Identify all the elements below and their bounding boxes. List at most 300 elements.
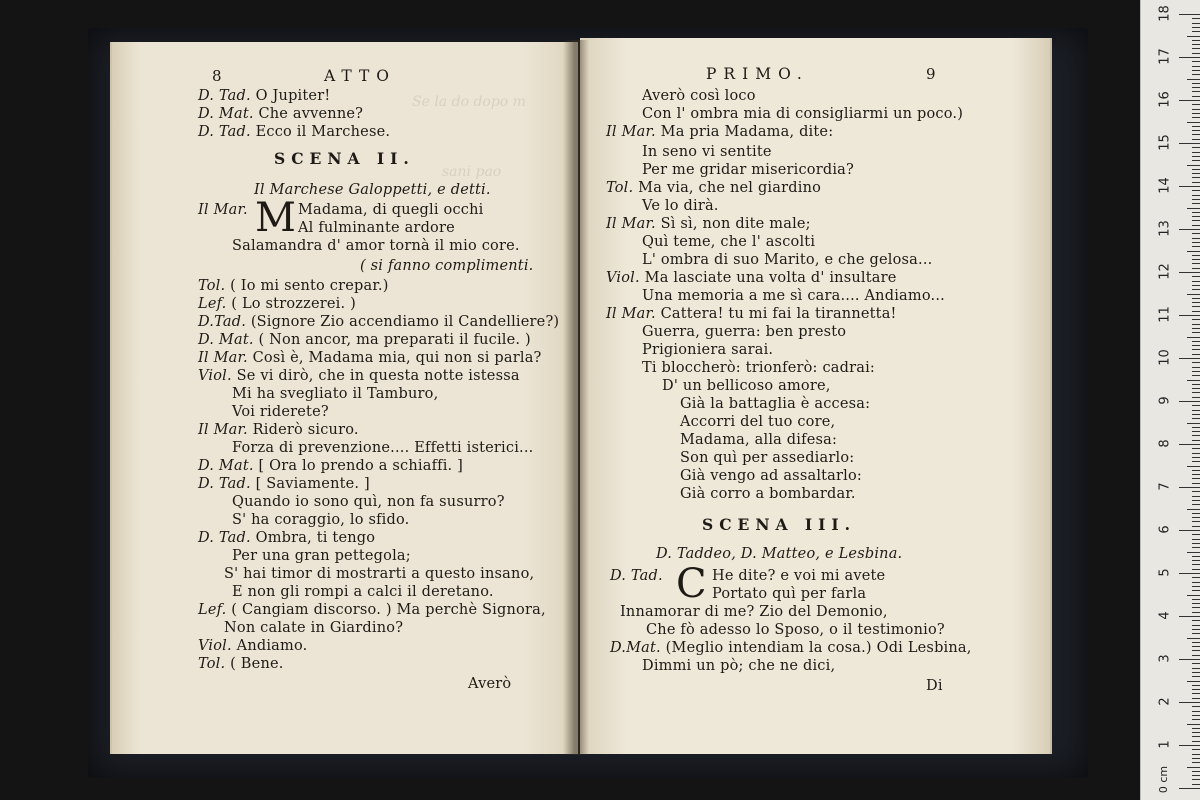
ruler-tick — [1192, 177, 1200, 178]
ruler-number: 6 — [1157, 525, 1173, 534]
text-line — [198, 278, 389, 295]
ruler-tick — [1192, 362, 1200, 363]
ruler-tick — [1187, 767, 1200, 768]
ruler-tick — [1192, 276, 1200, 277]
speaker: Il Mar. — [198, 202, 248, 218]
ruler-tick — [1192, 238, 1200, 239]
ruler-tick — [1179, 573, 1200, 574]
verse: Forza di prevenzione.... Effetti isterici... — [232, 440, 534, 456]
verse: Portato quì per farla — [712, 586, 867, 602]
ruler-tick — [1192, 431, 1200, 432]
scene-heading: SCENA II. — [274, 149, 415, 168]
ruler-tick — [1192, 728, 1200, 729]
verse: Accorri del tuo core, — [680, 414, 836, 430]
text-line — [198, 530, 375, 547]
speaker: D. Tad. — [198, 476, 251, 492]
ruler-tick — [1192, 732, 1200, 733]
ruler-tick — [1192, 87, 1200, 88]
ruler-tick — [1192, 470, 1200, 471]
ruler-tick — [1192, 706, 1200, 707]
ruler-tick — [1192, 298, 1200, 299]
text-line — [606, 216, 811, 233]
text-line — [610, 568, 663, 585]
ruler-tick — [1192, 668, 1200, 669]
ruler-tick — [1192, 483, 1200, 484]
verse: Son quì per assediarlo: — [680, 450, 855, 466]
ruler-tick — [1192, 736, 1200, 737]
verse: Andiamo. — [236, 638, 308, 654]
ruler-tick — [1192, 397, 1200, 398]
ruler-tick — [1192, 478, 1200, 479]
ruler-tick — [1192, 754, 1200, 755]
speaker: Tol. — [198, 278, 226, 294]
ruler-tick — [1192, 349, 1200, 350]
ruler-tick — [1192, 547, 1200, 548]
ruler-tick — [1192, 246, 1200, 247]
ruler-tick — [1179, 659, 1200, 660]
verse: Che fò adesso lo Sposo, o il testimonio? — [646, 622, 945, 638]
ruler-tick — [1192, 698, 1200, 699]
ruler-tick — [1192, 500, 1200, 501]
ruler-tick — [1192, 496, 1200, 497]
ruler-tick — [1192, 435, 1200, 436]
ruler-tick — [1192, 779, 1200, 780]
ruler-tick — [1192, 96, 1200, 97]
book-gutter — [563, 40, 589, 755]
ruler-tick — [1192, 199, 1200, 200]
text-line — [606, 270, 897, 287]
ruler-tick — [1187, 681, 1200, 682]
ruler-tick — [1179, 616, 1200, 617]
verse: ( Io mi sento crepar.) — [230, 278, 389, 294]
ruler-tick — [1192, 560, 1200, 561]
ruler-number: 8 — [1157, 439, 1173, 448]
ruler-tick — [1192, 173, 1200, 174]
speaker: Tol. — [606, 180, 634, 196]
ruler-tick — [1192, 741, 1200, 742]
ruler-number: 13 — [1157, 220, 1173, 237]
verse: Guerra, guerra: ben presto — [642, 324, 847, 340]
text-line — [198, 602, 546, 619]
verse: ( Lo strozzerei. ) — [231, 296, 356, 312]
ruler-tick — [1192, 70, 1200, 71]
ruler-tick — [1192, 625, 1200, 626]
text-line — [198, 106, 363, 123]
ruler-number: 16 — [1157, 91, 1173, 108]
ruler-tick — [1192, 762, 1200, 763]
ruler-tick — [1192, 263, 1200, 264]
ruler-tick — [1187, 595, 1200, 596]
speaker: D.Mat. — [610, 640, 661, 656]
ruler-tick — [1192, 513, 1200, 514]
ruler-tick — [1187, 294, 1200, 295]
ruler-tick — [1192, 556, 1200, 557]
verse: O Jupiter! — [255, 88, 331, 104]
verse: Mi ha svegliato il Tamburo, — [232, 386, 439, 402]
verse: Cattera! tu mi fai la tirannetta! — [660, 306, 897, 322]
text-line — [198, 314, 559, 331]
ruler-tick — [1187, 165, 1200, 166]
verse: Che avvenne? — [258, 106, 364, 122]
text-line — [606, 124, 833, 141]
ruler-number: 14 — [1157, 177, 1173, 194]
speaker: Lef. — [198, 602, 227, 618]
ruler-tick — [1192, 126, 1200, 127]
speaker: Tol. — [198, 656, 226, 672]
ruler-tick — [1192, 543, 1200, 544]
running-head: PRIMO. — [706, 65, 809, 83]
ruler-tick — [1192, 689, 1200, 690]
verse: Ma via, che nel giardino — [638, 180, 822, 196]
ruler-tick — [1192, 392, 1200, 393]
ruler-tick — [1179, 702, 1200, 703]
ruler-number: 11 — [1157, 306, 1173, 323]
verse: Una memoria a me sì cara.... Andiamo... — [642, 288, 945, 304]
text-line — [198, 88, 330, 105]
ruler-tick — [1192, 53, 1200, 54]
ruler-number: 10 — [1157, 349, 1173, 366]
ruler-number: 7 — [1157, 482, 1173, 491]
ruler-tick — [1192, 758, 1200, 759]
ruler-tick — [1192, 367, 1200, 368]
text-line — [198, 124, 390, 141]
ruler-tick — [1192, 715, 1200, 716]
drop-cap: C — [676, 561, 707, 607]
ruler-tick — [1192, 31, 1200, 32]
ruler-tick — [1192, 354, 1200, 355]
verse: He dite? e voi mi avete — [712, 568, 886, 584]
ruler-tick — [1187, 122, 1200, 123]
ruler-tick — [1187, 509, 1200, 510]
ruler-tick — [1187, 251, 1200, 252]
right-page — [580, 38, 1050, 754]
ruler-tick — [1192, 517, 1200, 518]
speaker: Il Mar. — [198, 350, 248, 366]
verse: Non calate in Giardino? — [224, 620, 404, 636]
ruler-tick — [1192, 642, 1200, 643]
verse: Innamorar di me? Zio del Demonio, — [620, 604, 888, 620]
speaker: Il Mar. — [606, 216, 656, 232]
speaker: D. Tad. — [198, 530, 251, 546]
ruler-tick — [1192, 341, 1200, 342]
ruler-tick — [1192, 719, 1200, 720]
ruler-tick — [1192, 646, 1200, 647]
verse: S' hai timor di mostrarti a questo insano, — [224, 566, 535, 582]
speaker: Lef. — [198, 296, 227, 312]
ruler-tick — [1192, 612, 1200, 613]
ruler-tick — [1192, 603, 1200, 604]
text-line — [606, 306, 897, 323]
ruler-number: 18 — [1157, 5, 1173, 22]
verse: Voi riderete? — [232, 404, 329, 420]
ruler-number: 17 — [1157, 48, 1173, 65]
verse: Prigioniera sarai. — [642, 342, 774, 358]
ruler-tick — [1179, 186, 1200, 187]
ruler-number: 1 — [1157, 740, 1173, 749]
ruler-tick — [1192, 259, 1200, 260]
speaker: D. Tad. — [198, 124, 251, 140]
speaker: D.Tad. — [198, 314, 246, 330]
ruler-tick — [1187, 208, 1200, 209]
ruler-tick — [1192, 491, 1200, 492]
verse: L' ombra di suo Marito, e che gelosa... — [642, 252, 933, 268]
ruler-tick — [1192, 281, 1200, 282]
ruler-tick — [1192, 225, 1200, 226]
verse: Con l' ombra mia di consigliarmi un poco.) — [642, 106, 964, 122]
ruler-number: 2 — [1157, 697, 1173, 706]
text-line — [198, 422, 359, 439]
ruler-tick — [1179, 788, 1200, 789]
ruler-tick — [1179, 14, 1200, 15]
verse: Ti bloccherò: trionferò: cadrai: — [642, 360, 875, 376]
ruler-tick — [1192, 771, 1200, 772]
ruler-tick — [1179, 358, 1200, 359]
ruler-tick — [1179, 444, 1200, 445]
ruler-tick — [1192, 590, 1200, 591]
ruler-tick — [1192, 672, 1200, 673]
verse: Madama, di quegli occhi — [298, 202, 484, 218]
ruler-tick — [1192, 663, 1200, 664]
catchword: Averò — [468, 676, 512, 692]
ruler-number: 4 — [1157, 611, 1173, 620]
ruler-tick — [1179, 315, 1200, 316]
ruler-number: 15 — [1157, 134, 1173, 151]
speaker: D. Mat. — [198, 106, 254, 122]
text-line — [198, 638, 307, 655]
ruler-tick — [1192, 784, 1200, 785]
ruler-tick — [1192, 534, 1200, 535]
ruler-tick — [1192, 328, 1200, 329]
ruler-tick — [1192, 539, 1200, 540]
ruler-tick — [1192, 405, 1200, 406]
ruler-tick — [1187, 79, 1200, 80]
ruler-tick — [1187, 337, 1200, 338]
ruler-tick — [1192, 599, 1200, 600]
speaker: D. Tad. — [610, 568, 663, 584]
ruler-tick — [1187, 552, 1200, 553]
text-line — [198, 368, 520, 385]
ruler-tick — [1192, 345, 1200, 346]
ruler-tick — [1192, 182, 1200, 183]
speaker: D. Mat. — [198, 458, 254, 474]
speaker: Il Mar. — [606, 124, 656, 140]
ruler-number: 3 — [1157, 654, 1173, 663]
text-line — [606, 180, 821, 197]
verse: Ve lo dirà. — [642, 198, 719, 214]
ruler-tick — [1192, 655, 1200, 656]
ruler-tick — [1192, 620, 1200, 621]
ruler-tick — [1192, 319, 1200, 320]
ruler-tick — [1192, 160, 1200, 161]
verse: Quì teme, che l' ascolti — [642, 234, 816, 250]
ruler-tick — [1192, 83, 1200, 84]
ruler-tick — [1192, 195, 1200, 196]
text-line — [198, 458, 463, 475]
ruler-tick — [1192, 775, 1200, 776]
ruler-tick — [1192, 74, 1200, 75]
ruler-tick — [1192, 607, 1200, 608]
ruler-tick — [1192, 629, 1200, 630]
measurement-ruler — [1140, 0, 1200, 800]
text-line — [610, 640, 972, 657]
verse: Già vengo ad assaltarlo: — [680, 468, 863, 484]
ruler-tick — [1192, 418, 1200, 419]
ruler-tick — [1192, 289, 1200, 290]
ruler-tick — [1192, 242, 1200, 243]
verse: Dimmi un pò; che ne dici, — [642, 658, 836, 674]
ruler-tick — [1192, 569, 1200, 570]
characters-line: D. Taddeo, D. Matteo, e Lesbina. — [656, 546, 903, 562]
ruler-tick — [1192, 332, 1200, 333]
ruler-tick — [1192, 650, 1200, 651]
verse: Riderò sicuro. — [252, 422, 359, 438]
catchword: Di — [926, 678, 943, 694]
ruler-tick — [1179, 487, 1200, 488]
ruler-tick — [1192, 156, 1200, 157]
text-line — [198, 296, 356, 313]
text-line — [198, 350, 542, 367]
ruler-tick — [1179, 100, 1200, 101]
ruler-tick — [1192, 521, 1200, 522]
verse: Per me gridar misericordia? — [642, 162, 854, 178]
ruler-tick — [1192, 474, 1200, 475]
ruler-tick — [1192, 40, 1200, 41]
ruler-number: 5 — [1157, 568, 1173, 577]
verse: [ Saviamente. ] — [255, 476, 370, 492]
left-page: Se la do dopo m sani pao 8 ATTO D. Tad. O Jupiter! D. Mat. Che avvenne? D. Tad. Ecco il Marchese. SCENA II. Il Marchese Galoppetti, e detti. Il Mar. M Madama, di quegli occhi Al fulminante ardore Salamandra d' amor tornà il mio core. ( si fanno complimenti. Tol. ( Io mi sento crepar.) Lef. ( Lo strozzerei. ) D.Tad. (Signore Zio accendiamo il Candelliere?) D. Mat. ( Non ancor, ma preparati il fucile. ) Il Mar. Così è, Madama mia, qui non si parla? Viol. Se vi dirò, che in questa notte istessa Mi ha svegliato il Tamburo, Voi riderete? Il Mar. Riderò sicuro. Forza di prevenzione.... Effetti isterici... D. Mat. [ Ora lo prendo a schiaffi. ] D. Tad. [ Saviamente. ] Quando io sono quì, non fa susurro? S' ha coraggio, lo sfido. D. Tad. Ombra, ti tengo Per una gran pettegola; S' hai timor di mostrarti a questo insano, E non gli rompi a calci il deretano. Lef. ( Cangiam discorso. ) Ma perchè Signora, Non calate in Giardino? Viol. Andiamo. Tol. ( Bene. Averò — [112, 42, 578, 754]
ruler-tick — [1192, 113, 1200, 114]
ruler-tick — [1192, 44, 1200, 45]
characters-line: Il Marchese Galoppetti, e detti. — [254, 182, 491, 198]
ruler-tick — [1192, 134, 1200, 135]
ruler-tick — [1192, 633, 1200, 634]
ruler-tick — [1179, 57, 1200, 58]
text-line — [198, 202, 248, 219]
ruler-tick — [1192, 457, 1200, 458]
ruler-tick — [1192, 302, 1200, 303]
text-line — [198, 656, 284, 673]
ruler-tick — [1192, 233, 1200, 234]
verse: D' un bellicoso amore, — [662, 378, 831, 394]
ruler-tick — [1192, 440, 1200, 441]
ruler-tick — [1187, 380, 1200, 381]
verse: Se vi dirò, che in questa notte istessa — [236, 368, 520, 384]
ruler-tick — [1187, 36, 1200, 37]
speaker: Il Mar. — [198, 422, 248, 438]
ruler-tick — [1192, 220, 1200, 221]
verse: Così è, Madama mia, qui non si parla? — [252, 350, 542, 366]
speaker: D. Mat. — [198, 332, 254, 348]
drop-cap: M — [255, 195, 296, 241]
ruler-tick — [1192, 216, 1200, 217]
verse: Già corro a bombardar. — [680, 486, 856, 502]
ruler-tick — [1192, 130, 1200, 131]
ruler-tick — [1192, 169, 1200, 170]
verse: Già la battaglia è accesa: — [680, 396, 871, 412]
ruler-tick — [1192, 586, 1200, 587]
ruler-tick — [1192, 285, 1200, 286]
stage-direction: ( si fanno complimenti. — [360, 258, 534, 274]
ruler-tick — [1192, 564, 1200, 565]
verse: Sì sì, non dite male; — [660, 216, 811, 232]
ruler-tick — [1192, 371, 1200, 372]
verse: [ Ora lo prendo a schiaffi. ] — [258, 458, 464, 474]
speaker: Viol. — [606, 270, 640, 286]
ruler-tick — [1192, 414, 1200, 415]
ruler-tick — [1192, 23, 1200, 24]
ruler-tick — [1192, 375, 1200, 376]
ruler-tick — [1192, 147, 1200, 148]
verse: Madama, alla difesa: — [680, 432, 838, 448]
running-head: ATTO — [324, 67, 397, 85]
ruler-tick — [1192, 749, 1200, 750]
ruler-tick — [1179, 229, 1200, 230]
ruler-tick — [1192, 306, 1200, 307]
ruler-tick — [1192, 711, 1200, 712]
ruler-tick — [1192, 453, 1200, 454]
verse: In seno vi sentite — [642, 144, 772, 160]
ruler-tick — [1192, 577, 1200, 578]
ruler-tick — [1192, 18, 1200, 19]
speaker: D. Tad. — [198, 88, 251, 104]
ruler-tick — [1192, 91, 1200, 92]
verse: S' ha coraggio, lo sfido. — [232, 512, 410, 528]
ruler-tick — [1192, 139, 1200, 140]
ruler-tick — [1187, 423, 1200, 424]
ruler-tick — [1192, 526, 1200, 527]
ruler-tick — [1192, 61, 1200, 62]
ruler-unit: 0 cm — [1156, 765, 1170, 794]
ruler-tick — [1179, 530, 1200, 531]
page-number: 8 — [212, 67, 222, 85]
verse: Ma pria Madama, dite: — [660, 124, 834, 140]
ruler-tick — [1192, 324, 1200, 325]
verse: Ecco il Marchese. — [255, 124, 391, 140]
ruler-tick — [1192, 461, 1200, 462]
ruler-tick — [1192, 212, 1200, 213]
ruler-tick — [1179, 745, 1200, 746]
ruler-tick — [1187, 466, 1200, 467]
ruler-tick — [1179, 272, 1200, 273]
verse: Ombra, ti tengo — [255, 530, 376, 546]
ruler-tick — [1192, 104, 1200, 105]
ruler-tick — [1192, 117, 1200, 118]
ruler-tick — [1192, 676, 1200, 677]
ruler-tick — [1192, 582, 1200, 583]
verse: Salamandra d' amor tornà il mio core. — [232, 238, 520, 254]
ruler-tick — [1192, 190, 1200, 191]
ruler-tick — [1192, 66, 1200, 67]
ruler-tick — [1192, 384, 1200, 385]
ruler-tick — [1192, 203, 1200, 204]
ruler-number: 12 — [1157, 263, 1173, 280]
speaker: Viol. — [198, 368, 232, 384]
text-line — [198, 332, 531, 349]
ruler-tick — [1179, 143, 1200, 144]
ruler-tick — [1192, 685, 1200, 686]
ruler-tick — [1192, 388, 1200, 389]
verse: Al fulminante ardore — [298, 220, 455, 236]
scene-heading: SCENA III. — [702, 515, 857, 534]
ruler-tick — [1192, 448, 1200, 449]
speaker: Viol. — [198, 638, 232, 654]
ruler-tick — [1192, 268, 1200, 269]
ruler-tick — [1192, 109, 1200, 110]
ruler-tick — [1187, 638, 1200, 639]
ruler-tick — [1192, 255, 1200, 256]
verse: (Signore Zio accendiamo il Candelliere?) — [250, 314, 560, 330]
verse: Averò così loco — [642, 88, 756, 104]
